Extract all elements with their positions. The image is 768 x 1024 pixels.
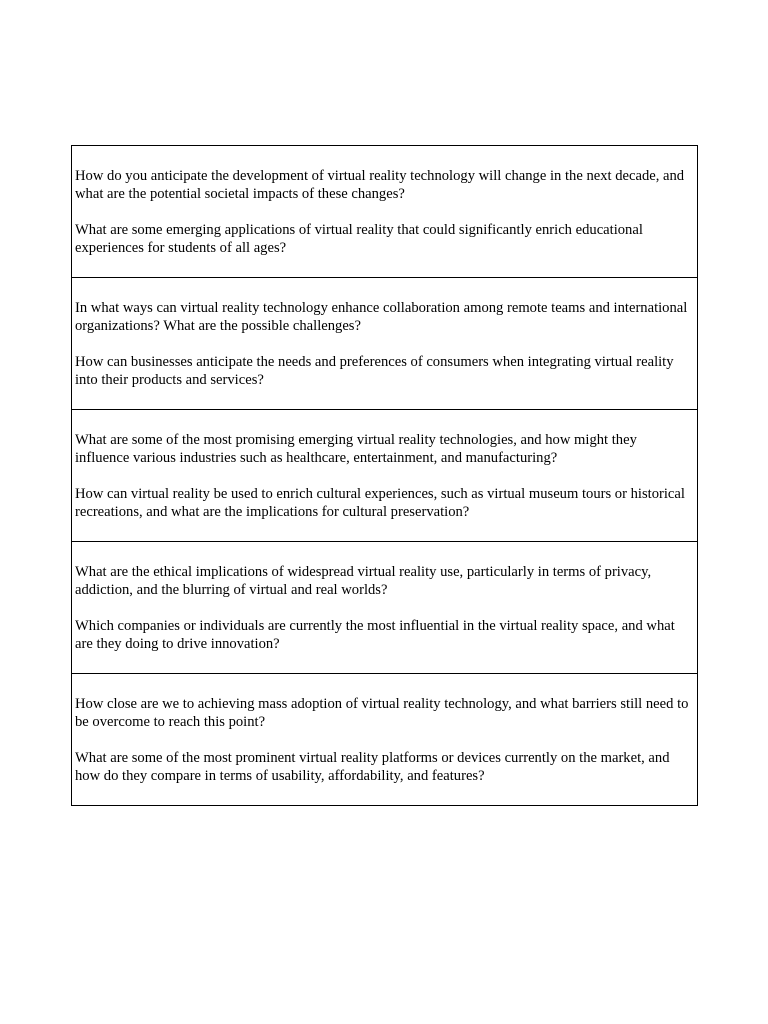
table-cell <box>72 146 698 278</box>
question-text: What are some emerging applications of virtual reality that could significantly enrich educational experiences for students of all ages? <box>75 221 643 256</box>
table-cell <box>72 410 698 542</box>
table-cell <box>72 542 698 674</box>
table-cell <box>72 278 698 410</box>
question-text: What are some of the most prominent virtual reality platforms or devices currently on the market, and how do they compare in terms of usability, affordability, and features? <box>75 749 670 784</box>
table-row <box>72 410 698 542</box>
table-row <box>72 674 698 806</box>
question-text: In what ways can virtual reality technology enhance collaboration among remote teams and international organizations? What are the possible challenges? <box>75 299 688 334</box>
question-text: What are some of the most promising emerging virtual reality technologies, and how might they influence various industries such as healthcare, entertainment, and manufacturing? <box>75 431 637 466</box>
question-text: What are the ethical implications of widespread virtual reality use, particularly in terms of privacy, addiction, and the blurring of virtual and real worlds? <box>75 563 652 598</box>
table-cell <box>72 674 698 806</box>
question-text: How close are we to achieving mass adoption of virtual reality technology, and what barriers still need to be overcome to reach this point? <box>75 695 689 730</box>
table-row <box>72 278 698 410</box>
question-text: How do you anticipate the development of virtual reality technology will change in the next decade, and what are the potential societal impacts of these changes? <box>75 167 685 202</box>
questions-table-body <box>72 146 698 806</box>
question-text: Which companies or individuals are currently the most influential in the virtual reality space, and what are they doing to drive innovation? <box>75 617 675 652</box>
table-row <box>72 146 698 278</box>
questions-table <box>71 145 698 806</box>
question-text: How can virtual reality be used to enrich cultural experiences, such as virtual museum tours or historical recreations, and what are the implications for cultural preservation? <box>75 485 685 520</box>
table-row <box>72 542 698 674</box>
question-text: How can businesses anticipate the needs and preferences of consumers when integrating virtual reality into their products and services? <box>75 353 674 388</box>
